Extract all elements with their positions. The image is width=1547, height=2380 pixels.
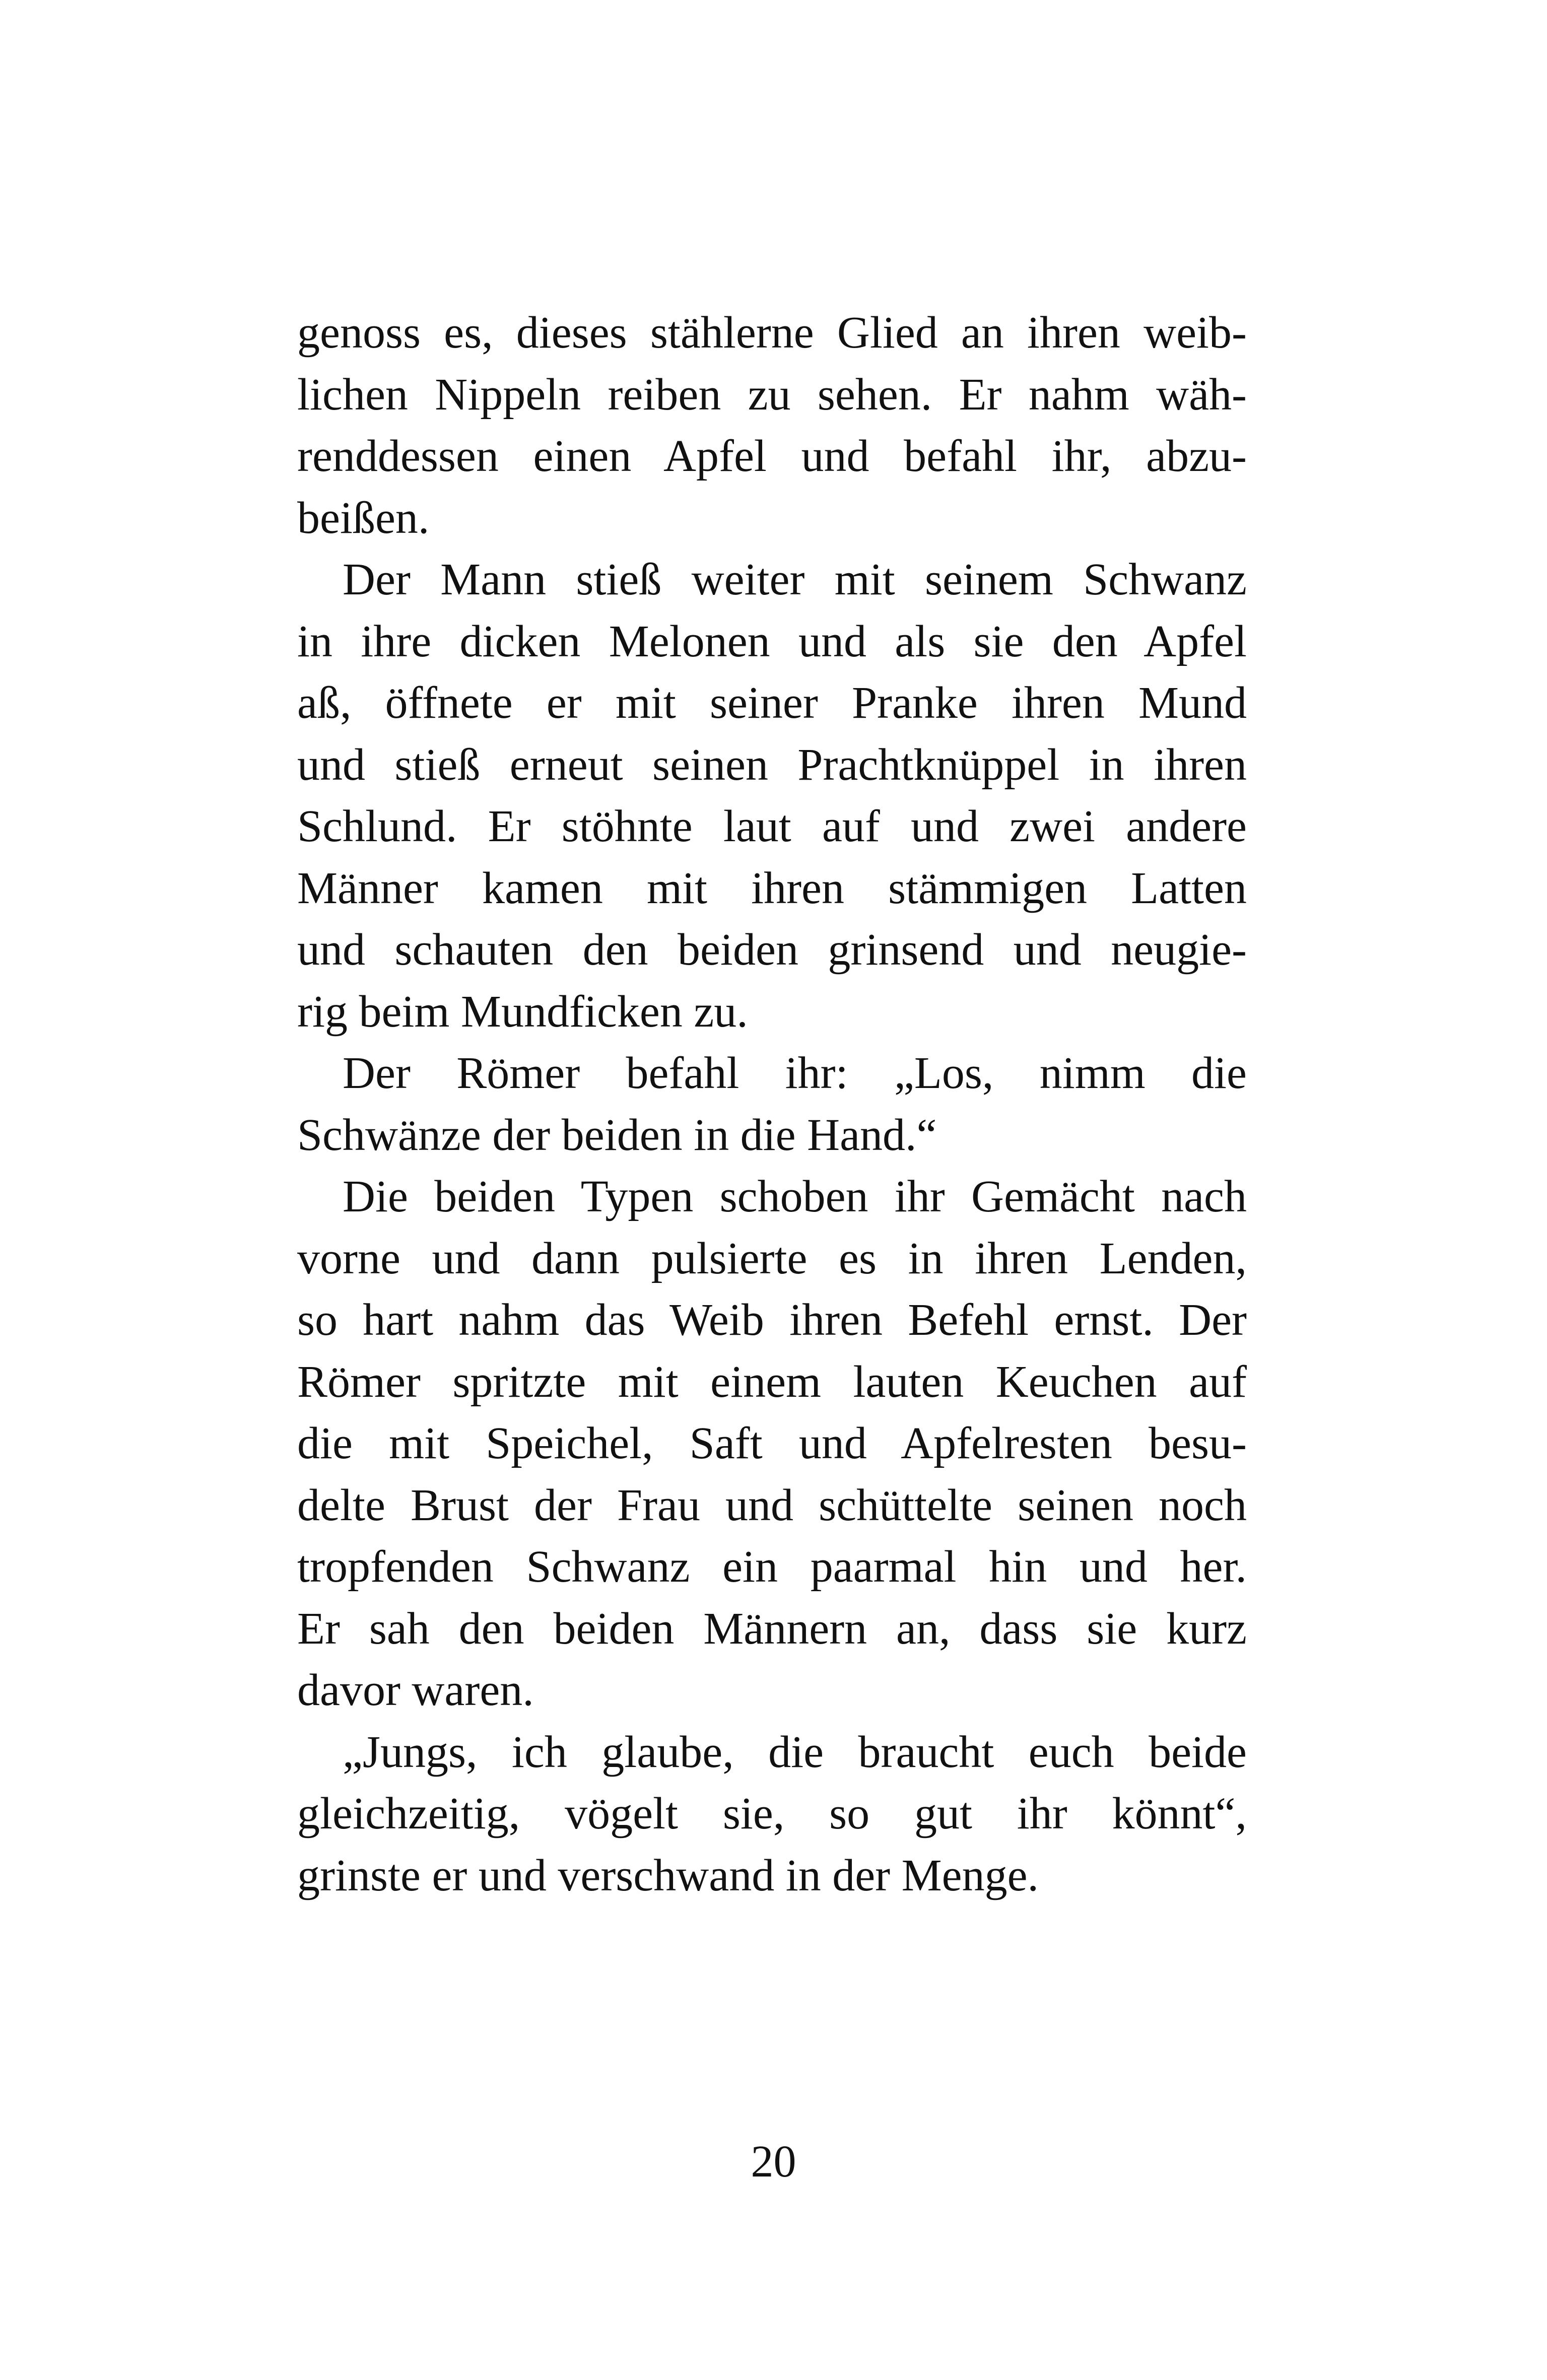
- text-line: genoss es, dieses stählerne Glied an ihren weib-: [297, 308, 1247, 358]
- text-line: delte Brust der Frau und schüttelte seinen noch: [297, 1480, 1247, 1530]
- text-line: „Jungs, ich glaube, die braucht euch beide: [343, 1727, 1247, 1777]
- text-line: und schauten den beiden grinsend und neugie-: [297, 925, 1247, 975]
- text-line: aß, öffnete er mit seiner Pranke ihren Mund: [297, 678, 1247, 728]
- text-line: rig beim Mundficken zu.: [297, 986, 748, 1037]
- text-line: davor waren.: [297, 1665, 534, 1715]
- text-line: tropfenden Schwanz ein paarmal hin und her.: [297, 1542, 1247, 1592]
- text-line: Er sah den beiden Männern an, dass sie kurz: [297, 1603, 1247, 1654]
- text-line: Schwänze der beiden in die Hand.“: [297, 1110, 937, 1160]
- text-line: grinste er und verschwand in der Menge.: [297, 1850, 1039, 1900]
- body-text: [297, 302, 1247, 1907]
- text-line: Schlund. Er stöhnte laut auf und zwei andere: [297, 801, 1247, 851]
- text-line: so hart nahm das Weib ihren Befehl ernst. Der: [297, 1295, 1247, 1345]
- text-line: und stieß erneut seinen Prachtknüppel in ihren: [297, 739, 1247, 790]
- text-line: gleichzeitig, vögelt sie, so gut ihr könnt“,: [297, 1789, 1247, 1839]
- text-line: Männer kamen mit ihren stämmigen Latten: [297, 863, 1247, 913]
- text-line: in ihre dicken Melonen und als sie den Apfel: [297, 616, 1247, 666]
- text-line: Der Römer befahl ihr: „Los, nimm die: [343, 1048, 1247, 1098]
- text-line: die mit Speichel, Saft und Apfelresten besu-: [297, 1418, 1247, 1468]
- text-line: beißen.: [297, 493, 430, 543]
- text-line: Die beiden Typen schoben ihr Gemächt nach: [343, 1172, 1247, 1221]
- text-line: lichen Nippeln reiben zu sehen. Er nahm wäh-: [297, 369, 1247, 420]
- page-number: 20: [751, 2137, 796, 2187]
- text-line: Römer spritzte mit einem lauten Keuchen auf: [297, 1356, 1247, 1407]
- text-line: Der Mann stieß weiter mit seinem Schwanz: [343, 555, 1247, 604]
- text-line: vorne und dann pulsierte es in ihren Lenden,: [297, 1233, 1247, 1283]
- text-line: renddessen einen Apfel und befahl ihr, abzu-: [297, 431, 1247, 481]
